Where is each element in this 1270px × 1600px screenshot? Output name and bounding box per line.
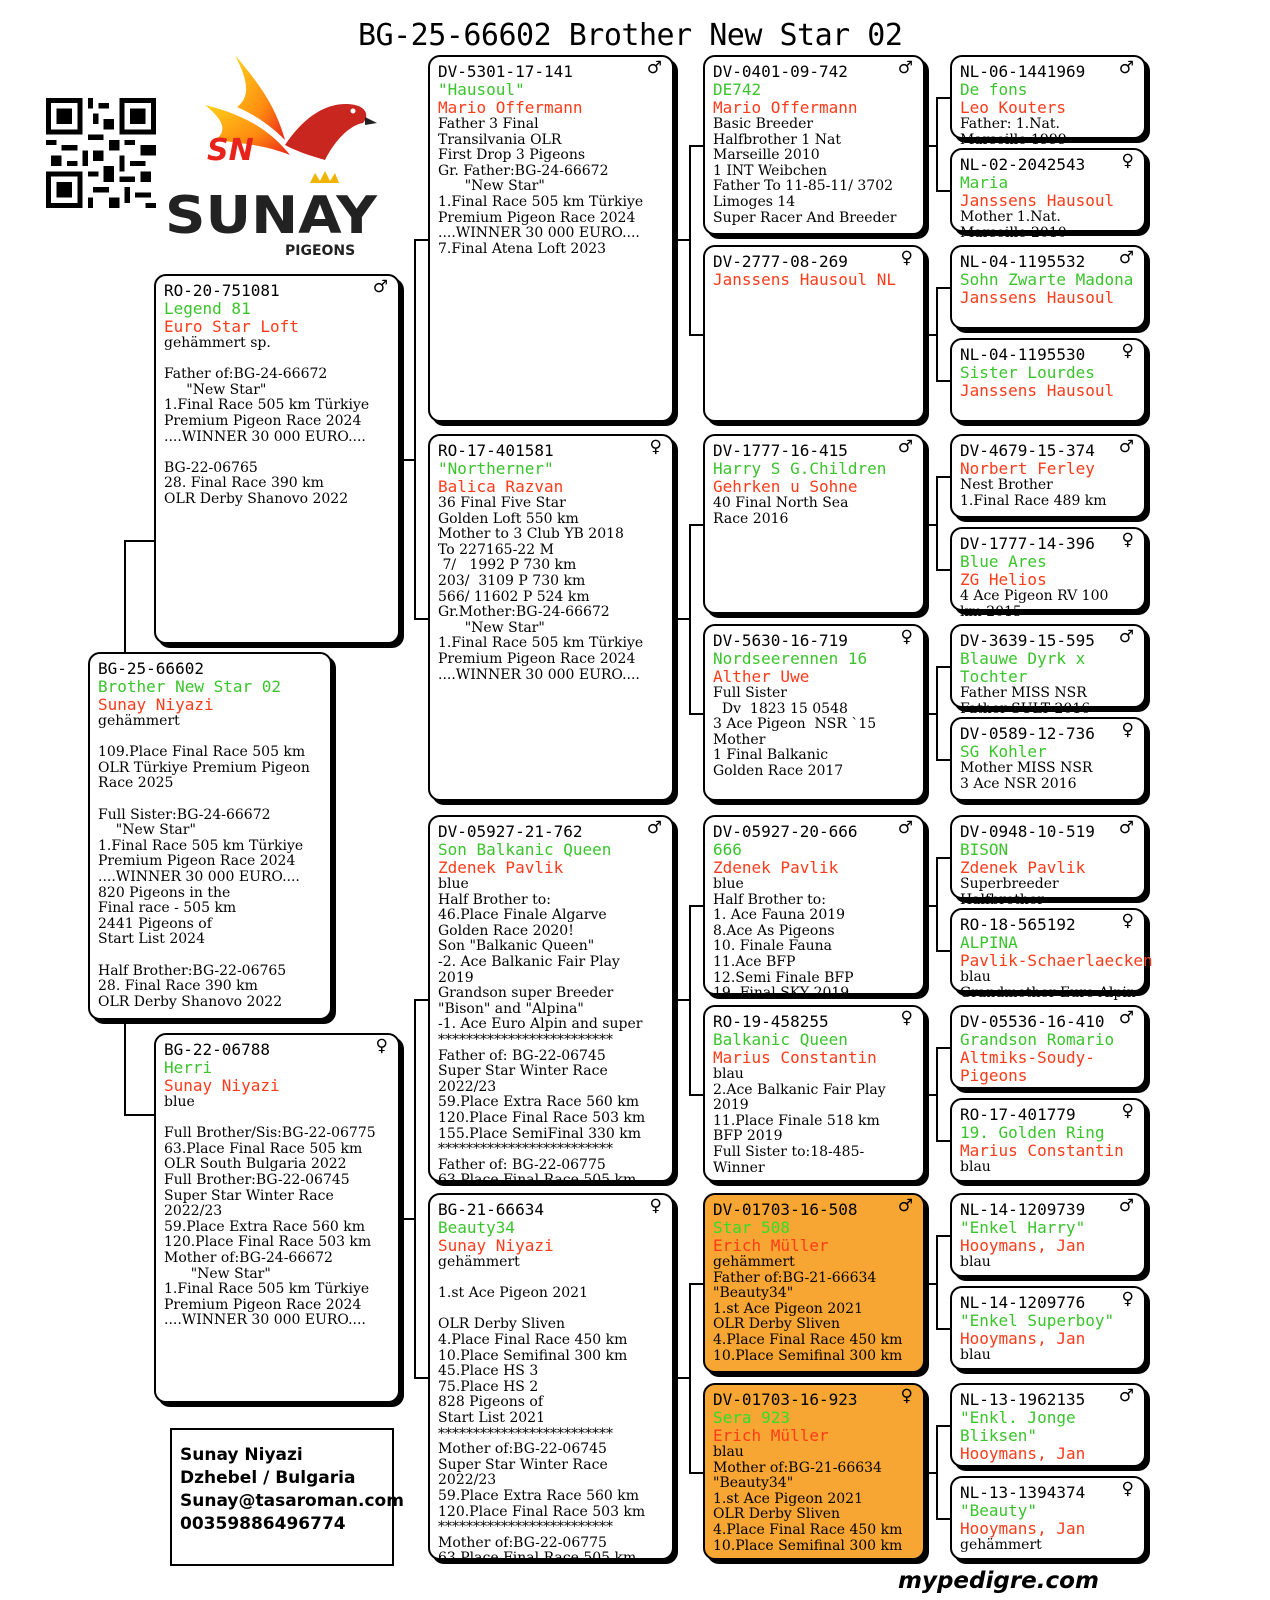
- connector-line: [936, 759, 950, 761]
- contact-email[interactable]: Sunay@tasaroman.com: [180, 1491, 404, 1511]
- sunay-pigeons-logo: [165, 45, 395, 260]
- pedigree-notes: Mother MISS NSR 3 Ace NSR 2016: [960, 760, 1093, 792]
- pigeon-name: Balkanic Queen: [713, 1030, 848, 1049]
- breeder-name: Janssens Hausoul: [960, 381, 1115, 400]
- ring-number: DV-0401-09-742: [713, 62, 848, 81]
- connector-line: [936, 1047, 950, 1049]
- pedigree-notes: gehämmert 1.st Ace Pigeon 2021 OLR Derby Sliven 4.Place Final Race 450 km 10.Place Semifinal 300 km 45.Place HS 3 75.Place HS 2 828 Pigeons of Start List 2021 ************************* Mother of:BG-22-06745 Super Star Winter Race 2022/23 59.Place Extra Race 560 km 120.Place Final Race 503 km ************************* Mother of:BG-22-06775 63.Place Final Race 505 km: [438, 1254, 646, 1567]
- pigeon-name: Harry S G.Children: [713, 459, 887, 478]
- connector-line: [936, 857, 950, 859]
- connector-line: [689, 334, 703, 336]
- breeder-name: Erich Müller: [713, 1426, 829, 1445]
- breeder-name: Norbert Ferley: [960, 459, 1095, 478]
- svg-text:PIGEONS: PIGEONS: [285, 243, 356, 259]
- connector-line: [414, 1377, 428, 1379]
- pedigree-card-p6[interactable]: [428, 1193, 674, 1567]
- contact-phone: 00359886496774: [180, 1514, 346, 1534]
- connector-line: [689, 145, 703, 147]
- breeder-name: Janssens Hausoul: [960, 191, 1115, 210]
- connector-line: [936, 380, 950, 382]
- pedigree-card-p8[interactable]: [703, 245, 925, 422]
- connector-line: [936, 287, 938, 380]
- ring-number: BG-21-66634: [438, 1200, 544, 1219]
- pedigree-notes: gehämmert 109.Place Final Race 505 km OLR Türkiye Premium Pigeon Race 2025 Full Sister:BG-24-66672 "New Star" 1.Final Race 505 km Türkiye Premium Pigeon Race 2024 ....WINNER 30 000 EURO.... 820 Pigeons in the Final race - 505 km 2441 Pigeons of Start List 2024 Half Brother:BG-22-06765 28. Final Race 390 km OLR Derby Shanovo 2022: [98, 713, 310, 1010]
- female-symbol-icon: ♀: [1121, 1289, 1134, 1309]
- pedigree-card-p12[interactable]: [703, 1005, 925, 1182]
- ring-number: DV-0589-12-736: [960, 724, 1095, 743]
- pedigree-notes: Superbreeder Halfbrother: [960, 876, 1059, 908]
- male-symbol-icon: ♂: [1118, 58, 1134, 78]
- ring-number: DV-05927-21-762: [438, 822, 583, 841]
- breeder-name: Janssens Hausoul: [960, 288, 1115, 307]
- ring-number: NL-04-1195532: [960, 252, 1086, 271]
- ring-number: RO-17-401779: [960, 1105, 1076, 1124]
- pigeon-name: "Enkel Superboy": [960, 1311, 1115, 1330]
- female-symbol-icon: ♀: [900, 248, 913, 268]
- pedigree-notes: gehämmert sp. Father of:BG-24-66672 "New Star" 1.Final Race 505 km Türkiye Premium Pigeon Race 2024 ....WINNER 30 000 EURO.... BG-22-06765 28. Final Race 390 km OLR Derby Shanovo 2022: [164, 335, 370, 507]
- male-symbol-icon: ♂: [1118, 248, 1134, 268]
- ring-number: RO-20-751081: [164, 281, 280, 300]
- pedigree-card-p25[interactable]: [950, 1005, 1146, 1089]
- contact-location: Dzhebel / Bulgaria: [180, 1468, 356, 1488]
- connector-line: [414, 999, 416, 1377]
- connector-line: [400, 1218, 414, 1220]
- breeder-name: Mario Offermann: [438, 98, 583, 117]
- pedigree-card-p30[interactable]: [950, 1476, 1146, 1560]
- ring-number: DV-5630-16-719: [713, 631, 848, 650]
- pedigree-card-p5[interactable]: [428, 815, 674, 1189]
- female-symbol-icon: ♀: [1121, 151, 1134, 171]
- breeder-name: Hooymans, Jan: [960, 1329, 1086, 1348]
- male-symbol-icon: ♂: [897, 818, 913, 838]
- pedigree-card-p17[interactable]: [950, 245, 1146, 329]
- connector-line: [689, 1283, 691, 1472]
- breeder-name: Sunay Niyazi: [164, 1076, 280, 1095]
- pedigree-notes: Father 3 Final Transilvania OLR First Drop 3 Pigeons Gr. Father:BG-24-66672 "New Star" 1.Final Race 505 km Türkiye Premium Pigeon Race 2024 ....WINNER 30 000 EURO.... 7.Final Atena Loft 2023: [438, 116, 644, 257]
- female-symbol-icon: ♀: [900, 1386, 913, 1406]
- connector-line: [936, 476, 938, 569]
- pedigree-notes: Father MISS NSR Father SULT 2016: [960, 685, 1091, 717]
- pigeon-name: De fons: [960, 80, 1028, 99]
- breeder-name: Janssens Hausoul NL: [713, 270, 897, 289]
- pedigree-notes: blue Half Brother to: 46.Place Finale Algarve Golden Race 2020! Son "Balkanic Queen" -2. Ace Balkanic Fair Play 2019 Grandson super Breeder "Bison" and "Alpina" -1. Ace Euro Alpin and super ************************* Father of: BG-22-06745 Super Star Winter Race 2022/23 59.Place Extra Race 560 km 120.Place Final Race 503 km 155.Place SemiFinal 330 km ************************* Father of: BG-22-06775 63.Place Final Race 505 km: [438, 876, 646, 1189]
- male-symbol-icon: ♂: [1118, 1196, 1134, 1216]
- male-symbol-icon: ♂: [1118, 818, 1134, 838]
- pigeon-name: Legend 81: [164, 299, 251, 318]
- pigeon-name: Grandson Romario: [960, 1030, 1115, 1049]
- connector-line: [925, 1283, 936, 1285]
- connector-line: [689, 1472, 703, 1474]
- ring-number: NL-06-1441969: [960, 62, 1086, 81]
- connector-line: [936, 287, 950, 289]
- connector-line: [925, 713, 936, 715]
- ring-number: NL-14-1209776: [960, 1293, 1086, 1312]
- male-symbol-icon: ♂: [897, 437, 913, 457]
- connector-line: [925, 145, 936, 147]
- breeder-name: Erich Müller: [713, 1236, 829, 1255]
- pedigree-card-p3[interactable]: [428, 55, 674, 422]
- pedigree-notes: gehämmert: [960, 1537, 1042, 1553]
- ring-number: DV-01703-16-508: [713, 1200, 858, 1219]
- qr-code-icon: [45, 98, 157, 208]
- pedigree-card-p15[interactable]: [950, 55, 1146, 148]
- female-symbol-icon: ♀: [900, 627, 913, 647]
- breeder-name: Marius Constantin: [960, 1141, 1124, 1160]
- pedigree-notes: gehämmert Father of:BG-21-66634 "Beauty34" 1.st Ace Pigeon 2021 OLR Derby Sliven 4.Place Final Race 450 km 10.Place Semifinal 300 km: [713, 1254, 903, 1364]
- connector-line: [936, 1518, 950, 1520]
- male-symbol-icon: ♂: [897, 58, 913, 78]
- pedigree-notes: Basic Breeder Halfbrother 1 Nat Marseille 2010 1 INT Weibchen Father To 11-85-11/ 3702 Limoges 14 Super Racer And Breeder: [713, 116, 897, 226]
- footer-site-link[interactable]: mypedigre.com: [898, 1568, 1099, 1594]
- svg-text:SN: SN: [207, 133, 254, 168]
- pigeon-name: Beauty34: [438, 1218, 516, 1237]
- pigeon-name: Maria: [960, 173, 1009, 192]
- connector-line: [936, 569, 950, 571]
- pigeon-name: Sohn Zwarte Madona: [960, 270, 1134, 289]
- contact-box: [170, 1428, 404, 1566]
- connector-line: [689, 713, 703, 715]
- pedigree-notes: blue Full Brother/Sis:BG-22-06775 63.Place Final Race 505 km OLR South Bulgaria 2022 Full Brother:BG-22-06745 Super Star Winter Race 2022/23 59.Place Extra Race 560 km 120.Place Final Race 503 km Mother of:BG-24-66672 "New Star" 1.Final Race 505 km Türkiye Premium Pigeon Race 2024 ....WINNER 30 000 EURO....: [164, 1094, 376, 1329]
- pedigree-notes: Nest Brother 1.Final Race 489 km: [960, 477, 1107, 509]
- connector-line: [674, 1377, 689, 1379]
- ring-number: BG-25-66602: [98, 659, 204, 678]
- ring-number: BG-22-06788: [164, 1040, 270, 1059]
- pedigree-notes: blue Half Brother to: 1. Ace Fauna 2019 8.Ace As Pigeons 10. Finale Fauna 11.Ace BFP 12.Semi Finale BFP 19. Final SKY 2019: [713, 876, 854, 1002]
- male-symbol-icon: ♂: [1118, 437, 1134, 457]
- connector-line: [689, 145, 691, 334]
- ring-number: DV-1777-16-415: [713, 441, 848, 460]
- ring-number: DV-05536-16-410: [960, 1012, 1105, 1031]
- connector-line: [414, 239, 416, 618]
- pigeon-name: Sera 923: [713, 1408, 791, 1427]
- breeder-name: Sunay Niyazi: [438, 1236, 554, 1255]
- connector-line: [689, 905, 691, 1094]
- breeder-name: Altmiks-Soudy- Pigeons: [960, 1048, 1095, 1085]
- pedigree-card-p21[interactable]: [950, 624, 1146, 717]
- ring-number: NL-13-1962135: [960, 1390, 1086, 1409]
- pedigree-notes: blau: [960, 1254, 991, 1270]
- pedigree-notes: Mother 1.Nat. Marseille 2010: [960, 209, 1067, 241]
- pigeon-name: Brother New Star 02: [98, 677, 282, 696]
- female-symbol-icon: ♀: [1121, 1479, 1134, 1499]
- connector-line: [936, 97, 950, 99]
- connector-line: [936, 97, 938, 190]
- ring-number: DV-2777-08-269: [713, 252, 848, 271]
- connector-line: [674, 618, 689, 620]
- female-symbol-icon: ♀: [1121, 341, 1134, 361]
- pigeon-name: BISON: [960, 840, 1009, 859]
- pigeon-name: "Beauty": [960, 1501, 1038, 1520]
- connector-line: [674, 239, 689, 241]
- connector-line: [936, 1235, 950, 1237]
- breeder-name: Hooymans, Jan: [960, 1519, 1086, 1538]
- pigeon-name: Star 508: [713, 1218, 791, 1237]
- male-symbol-icon: ♂: [1118, 1008, 1134, 1028]
- connector-line: [936, 476, 950, 478]
- pedigree-notes: 40 Final North Sea Race 2016: [713, 495, 849, 527]
- connector-line: [936, 1328, 950, 1330]
- female-symbol-icon: ♀: [649, 1196, 662, 1216]
- connector-line: [414, 618, 428, 620]
- connector-line: [689, 1094, 703, 1096]
- pedigree-card-p4[interactable]: [428, 434, 674, 801]
- connector-line: [925, 524, 936, 526]
- female-symbol-icon: ♀: [1121, 1101, 1134, 1121]
- pedigree-notes: blau Grandmother Euro Alpin: [960, 969, 1136, 1001]
- pigeon-name: 666: [713, 840, 742, 859]
- pigeon-name: SG Kohler: [960, 742, 1047, 761]
- pigeon-name: Blauwe Dyrk x Tochter: [960, 649, 1086, 686]
- svg-text:SUNAY: SUNAY: [165, 186, 379, 246]
- female-symbol-icon: ♀: [1121, 530, 1134, 550]
- pedigree-card-p1[interactable]: [154, 274, 400, 644]
- pedigree-notes: Father: 1.Nat. Marseille 1999: [960, 116, 1067, 148]
- pedigree-card-p26[interactable]: [950, 1098, 1146, 1182]
- female-symbol-icon: ♀: [1121, 720, 1134, 740]
- breeder-name: Sunay Niyazi: [98, 695, 214, 714]
- breeder-name: Alther Uwe: [713, 667, 810, 686]
- ring-number: RO-19-458255: [713, 1012, 829, 1031]
- pedigree-card-p11[interactable]: [703, 815, 925, 1002]
- ring-number: DV-05927-20-666: [713, 822, 858, 841]
- pedigree-card-p24[interactable]: [950, 908, 1153, 1001]
- pedigree-card-p18[interactable]: [950, 338, 1146, 422]
- breeder-name: Marius Constantin: [713, 1048, 877, 1067]
- breeder-name: Mario Offermann: [713, 98, 858, 117]
- contact-name: Sunay Niyazi: [180, 1445, 303, 1465]
- connector-line: [936, 1425, 950, 1427]
- connector-line: [936, 1235, 938, 1328]
- pedigree-notes: blau 2.Ace Balkanic Fair Play 2019 11.Place Finale 518 km BFP 2019 Full Sister to:18-485- Winner: [713, 1066, 886, 1176]
- female-symbol-icon: ♀: [1121, 911, 1134, 931]
- breeder-name: Zdenek Pavlik: [438, 858, 564, 877]
- connector-line: [936, 666, 950, 668]
- ring-number: NL-02-2042543: [960, 155, 1086, 174]
- pedigree-card-p9[interactable]: [703, 434, 925, 614]
- male-symbol-icon: ♂: [1118, 627, 1134, 647]
- ring-number: DV-3639-15-595: [960, 631, 1095, 650]
- pedigree-notes: 36 Final Five Star Golden Loft 550 km Mother to 3 Club YB 2018 To 227165-22 M 7/ 1992 P 730 km 203/ 3109 P 730 km 566/ 11602 P 524 km Gr.Mother:BG-24-66672 "New Star" 1.Final Race 505 km Türkiye Premium Pigeon Race 2024 ....WINNER 30 000 EURO....: [438, 495, 644, 683]
- breeder-name: Pavlik-Schaerlaecken: [960, 951, 1153, 970]
- connector-line: [925, 334, 936, 336]
- pedigree-card-p13[interactable]: [703, 1193, 925, 1373]
- pedigree-card-p29[interactable]: [950, 1383, 1146, 1467]
- breeder-name: Hooymans, Jan: [960, 1444, 1086, 1463]
- pedigree-card-p7[interactable]: [703, 55, 925, 235]
- connector-line: [936, 666, 938, 759]
- male-symbol-icon: ♂: [1118, 1386, 1134, 1406]
- male-symbol-icon: ♂: [897, 1196, 913, 1216]
- connector-line: [936, 190, 950, 192]
- pedigree-card-p22[interactable]: [950, 717, 1146, 801]
- connector-line: [674, 999, 689, 1001]
- pedigree-card-p0[interactable]: [88, 652, 332, 1020]
- breeder-name: Leo Kouters: [960, 98, 1066, 117]
- pigeon-name: Herri: [164, 1058, 213, 1077]
- female-symbol-icon: ♀: [649, 437, 662, 457]
- pigeon-name: "Hausoul": [438, 80, 525, 99]
- male-symbol-icon: ♂: [646, 818, 662, 838]
- pedigree-notes: 4 Ace Pigeon RV 100 km 2015: [960, 588, 1109, 620]
- connector-line: [936, 1047, 938, 1140]
- pedigree-card-p10[interactable]: [703, 624, 925, 801]
- pedigree-card-p19[interactable]: [950, 434, 1146, 518]
- pigeon-name: ALPINA: [960, 933, 1018, 952]
- breeder-name: Hooymans, Jan: [960, 1236, 1086, 1255]
- breeder-name: Balica Razvan: [438, 477, 564, 496]
- ring-number: DV-1777-14-396: [960, 534, 1095, 553]
- connector-line: [414, 239, 428, 241]
- pigeon-name: "Enkel Harry": [960, 1218, 1086, 1237]
- pedigree-card-p27[interactable]: [950, 1193, 1146, 1277]
- ring-number: NL-14-1209739: [960, 1200, 1086, 1219]
- connector-line: [936, 1425, 938, 1518]
- pedigree-notes: blau Mother of:BG-21-66634 "Beauty34" 1.st Ace Pigeon 2021 OLR Derby Sliven 4.Place Final Race 450 km 10.Place Semifinal 300 km: [713, 1444, 903, 1554]
- pedigree-card-p16[interactable]: [950, 148, 1146, 241]
- pedigree-card-p14[interactable]: [703, 1383, 925, 1560]
- pedigree-card-p23[interactable]: [950, 815, 1146, 908]
- ring-number: DV-4679-15-374: [960, 441, 1095, 460]
- female-symbol-icon: ♀: [900, 1008, 913, 1028]
- connector-line: [124, 540, 154, 542]
- pedigree-notes: Full Sister Dv 1823 15 0548 3 Ace Pigeon NSR `15 Mother 1 Final Balkanic Golden Race 2017: [713, 685, 877, 779]
- connector-line: [925, 905, 936, 907]
- breeder-name: Euro Star Loft: [164, 317, 299, 336]
- breeder-name: Zdenek Pavlik: [960, 858, 1086, 877]
- page-title: BG-25-66602 Brother New Star 02: [358, 18, 903, 53]
- pigeon-name: Son Balkanic Queen: [438, 840, 612, 859]
- ring-number: NL-04-1195530: [960, 345, 1086, 364]
- connector-line: [936, 1140, 950, 1142]
- ring-number: NL-13-1394374: [960, 1483, 1086, 1502]
- pigeon-name: Blue Ares: [960, 552, 1047, 571]
- connector-line: [689, 905, 703, 907]
- pigeon-name: Nordseerennen 16: [713, 649, 868, 668]
- connector-line: [414, 999, 428, 1001]
- pigeon-name: DE742: [713, 80, 762, 99]
- breeder-name: ZG Helios: [960, 570, 1047, 589]
- connector-line: [400, 459, 414, 461]
- connector-line: [936, 857, 938, 950]
- ring-number: DV-5301-17-141: [438, 62, 573, 81]
- pigeon-name: 19. Golden Ring: [960, 1123, 1105, 1142]
- male-symbol-icon: ♂: [372, 277, 388, 297]
- ring-number: RO-18-565192: [960, 915, 1076, 934]
- pedigree-notes: blau: [960, 1347, 991, 1363]
- connector-line: [925, 1094, 936, 1096]
- connector-line: [936, 950, 950, 952]
- pigeon-name: "Enkl. Jonge Bliksen": [960, 1408, 1076, 1445]
- pedigree-card-p2[interactable]: [154, 1033, 400, 1403]
- connector-line: [689, 524, 703, 526]
- connector-line: [689, 1283, 703, 1285]
- pigeon-name: Sister Lourdes: [960, 363, 1095, 382]
- breeder-name: Gehrken u Sohne: [713, 477, 858, 496]
- ring-number: DV-0948-10-519: [960, 822, 1095, 841]
- ring-number: DV-01703-16-923: [713, 1390, 858, 1409]
- breeder-name: Zdenek Pavlik: [713, 858, 839, 877]
- pigeon-name: "Northerner": [438, 459, 554, 478]
- connector-line: [124, 1114, 154, 1116]
- pedigree-card-p20[interactable]: [950, 527, 1146, 620]
- ring-number: RO-17-401581: [438, 441, 554, 460]
- pedigree-card-p28[interactable]: [950, 1286, 1146, 1370]
- pedigree-notes: blau: [960, 1159, 991, 1175]
- connector-line: [925, 1472, 936, 1474]
- connector-line: [689, 524, 691, 713]
- male-symbol-icon: ♂: [646, 58, 662, 78]
- female-symbol-icon: ♀: [375, 1036, 388, 1056]
